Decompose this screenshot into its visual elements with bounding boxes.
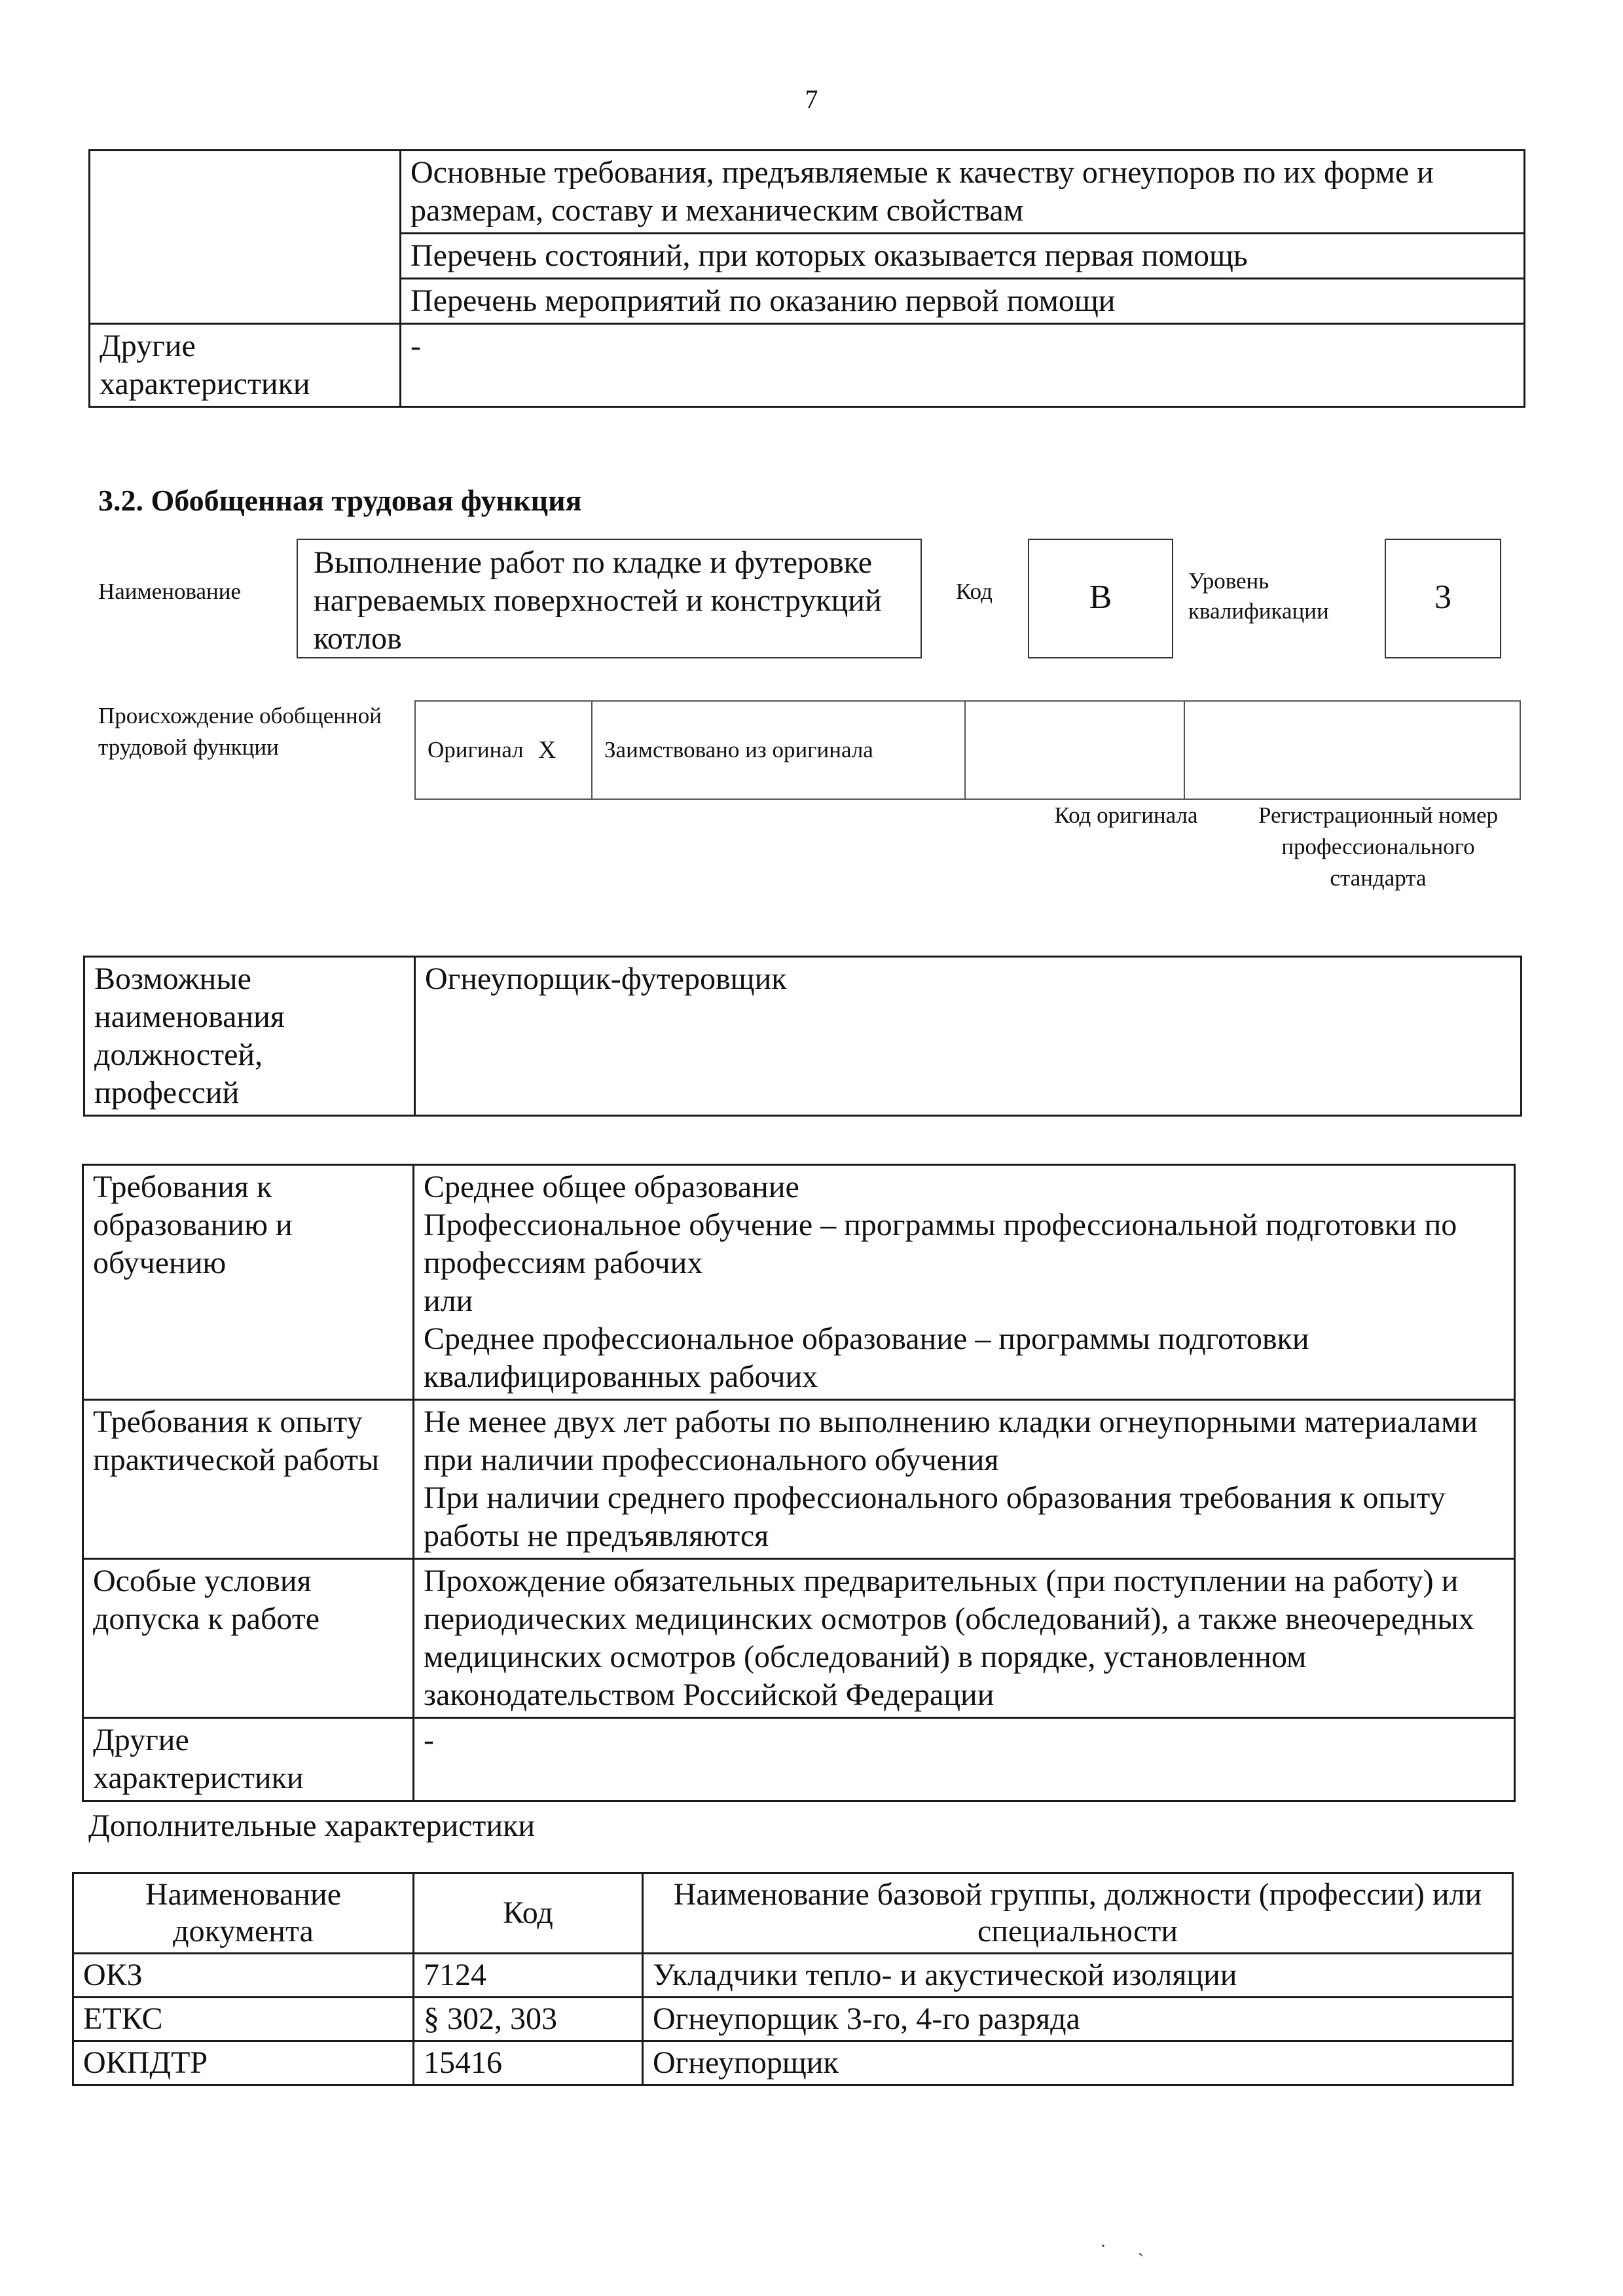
line: Профессиональное обучение – программы профессиональной подготовки по профессиям рабочих (424, 1208, 1457, 1280)
page-number: 7 (805, 84, 818, 114)
table-row (73, 1954, 1513, 1998)
table-row (90, 151, 1525, 234)
function-name-box: Выполнение работ по кладке и футеровке нагреваемых поверхностей и конструкций котлов (297, 539, 922, 658)
table-cell (414, 1718, 1515, 1801)
table-cell (414, 1559, 1515, 1718)
level-box: 3 (1385, 539, 1501, 658)
table-row (90, 324, 1525, 407)
original-label: Оригинал (415, 701, 526, 799)
requirements-continuation-table (88, 149, 1525, 408)
additional-characteristics-table (72, 1872, 1514, 2086)
table-cell: 15416 (414, 2041, 643, 2085)
table-row (83, 1400, 1515, 1559)
table-cell: Огнеупорщик-футеровщик (415, 957, 1522, 1116)
table-row (84, 957, 1522, 1116)
table-header-row (73, 1873, 1513, 1954)
registration-number-caption: Регистрационный номер профессионального стандарта (1258, 802, 1499, 891)
empty-label-cell (90, 151, 401, 324)
table-cell: Огнеупорщик 3-го, 4-го разряда (643, 1998, 1513, 2041)
code-box: B (1028, 539, 1173, 658)
table-cell (414, 1165, 1515, 1400)
table-row (83, 1718, 1515, 1801)
original-mark: X (526, 701, 592, 799)
row-label: Особые условия допуска к работе (83, 1559, 414, 1718)
origin-label: Происхождение обобщенной трудовой функции (98, 703, 382, 760)
line: или (424, 1283, 473, 1318)
line: При наличии среднего профессионального образования требования к опыту работы не предъявляются (424, 1480, 1446, 1553)
row-label: Возможные наименования должностей, профессий (84, 957, 415, 1116)
line: Прохождение обязательных предварительных (при поступлении на работу) и периодических медицинских осмотров (обследований), а также внеочередных медицинских осмотров (обследований) в порядке, установленном законодательством Российской Федерации (424, 1564, 1474, 1712)
professions-table (83, 956, 1522, 1117)
scan-specks: · ˏ (1100, 2235, 1158, 2257)
table-cell: Основные требования, предъявляемые к качеству огнеупоров по их форме и размерам, составу и механическим свойствам (401, 151, 1525, 234)
table-row (73, 1998, 1513, 2041)
table-cell: Укладчики тепло- и акустической изоляции (643, 1954, 1513, 1998)
column-header: Код (414, 1873, 643, 1954)
table-row (73, 2041, 1513, 2085)
original-code-cell (965, 701, 1184, 799)
row-label: Требования к опыту практической работы (83, 1400, 414, 1559)
line: Среднее общее образование (424, 1170, 799, 1204)
column-header: Наименование документа (73, 1873, 414, 1954)
column-header: Наименование базовой группы, должности (профессии) или специальности (643, 1873, 1513, 1954)
table-cell: Перечень состояний, при которых оказывается первая помощь (401, 234, 1525, 279)
original-code-caption: Код оригинала (1054, 802, 1198, 828)
level-label: Уровень квалификации (1188, 568, 1329, 624)
additional-title: Дополнительные характеристики (88, 1808, 536, 1843)
registration-number-cell (1184, 701, 1520, 799)
line: Не менее двух лет работы по выполнению кладки огнеупорными материалами при наличии профессионального обучения (424, 1405, 1478, 1477)
row-label: Другие характеристики (83, 1718, 414, 1801)
borrowed-label: Заимствовано из оригинала (592, 701, 965, 799)
table-row (83, 1165, 1515, 1400)
code-label: Код (956, 579, 993, 604)
table-cell: Огнеупорщик (643, 2041, 1513, 2085)
row-label: Другие характеристики (90, 324, 401, 407)
table-row (83, 1559, 1515, 1718)
origin-table (414, 700, 1521, 800)
table-cell: ЕТКС (73, 1998, 414, 2041)
table-cell: ОКЗ (73, 1954, 414, 1998)
table-cell: ОКПДТР (73, 2041, 414, 2085)
table-cell: 7124 (414, 1954, 643, 1998)
table-cell: § 302, 303 (414, 1998, 643, 2041)
line: - (424, 1723, 434, 1757)
table-row (415, 701, 1520, 799)
table-cell (414, 1400, 1515, 1559)
section-title: 3.2. Обобщенная трудовая функция (98, 484, 582, 517)
name-label: Наименование (98, 579, 242, 604)
line: Среднее профессиональное образование – программы подготовки квалифицированных рабочих (424, 1321, 1309, 1394)
requirements-table (82, 1164, 1516, 1802)
table-cell: Перечень мероприятий по оказанию первой помощи (401, 279, 1525, 324)
table-cell: - (401, 324, 1525, 407)
row-label: Требования к образованию и обучению (83, 1165, 414, 1400)
